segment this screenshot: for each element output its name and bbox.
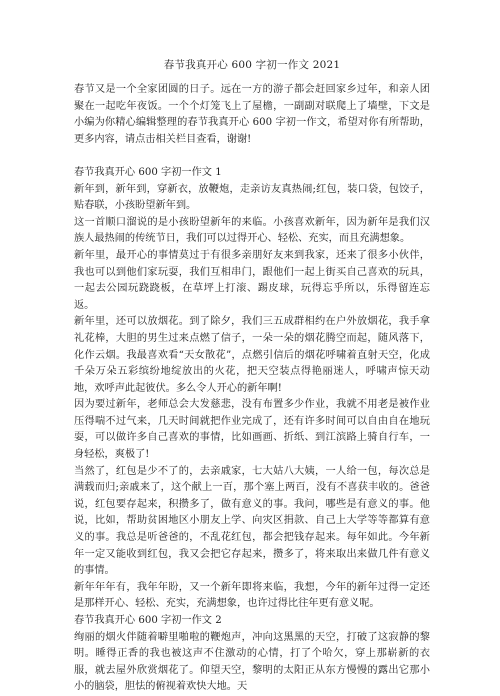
section-1-paragraph: 新年里，还可以放烟花。到了除夕，我们三五成群相约在户外放烟花，我手拿礼花棒，大胆的男生过来点燃了信子，一朵一朵的烟花腾空而起，随风落下，化作云烟。我最喜欢看“天女散花”，点燃引信后的烟花呼啸着直射天空，化成千朵万朵五彩缤纷地绽放出的火花，把天空装点得艳丽迷人，呼啸声惊天动地，欢呼声此起彼伏。多么令人开心的新年啊! — [74, 316, 430, 394]
section-1-paragraph: 新年到，新年到，穿新衣，放鞭炮，走亲访友真热闹;红包，装口袋，包饺子，贴春联，小孩盼望新年到。 — [74, 183, 430, 212]
section-1-paragraph: 这一首顺口溜说的是小孩盼望新年的来临。小孩喜欢新年，因为新年是我们汉族人最热闹的传统节日，我们可以过得开心、轻松、充实，而且充满想象。 — [74, 216, 430, 245]
section-1-paragraph: 新年年年有，我年年盼，又一个新年即将来临，我想，今年的新年过得一定还是那样开心、轻松、充实，充满想象，也许过得比往年更有意义呢。 — [74, 581, 430, 610]
intro-paragraph: 春节又是一个全家团圆的日子。远在一方的游子都会赶回家乡过年，和亲人团聚在一起吃年夜饭。一个个灯笼飞上了屋檐，一副副对联爬上了墙壁，下文是小编为你精心编辑整理的春节我真开心 600 字初一作文，希望对你有所帮助，更多内容，请点击相关栏目查看，谢谢! — [74, 84, 430, 145]
section-1-paragraph: 当然了，红包是少不了的，去亲戚家，七大姑八大姨，一人给一包，每次总是满载而归;亲戚来了，这个献上一百，那个塞上两百，没有不喜获丰收的。爸爸说，红包要存起来，积攒多了，做有意义的事。我问，哪些是有意义的事。他说，比如，帮助贫困地区小朋友上学、向灾区捐款、自己上大学等等都算有意义的事。我总是听爸爸的，不乱花红包，都会把钱存起来。每年如此。今年新年一定又能收到红包，我又会把它存起来，攒多了，将来取出来做几件有意义的事情。 — [74, 465, 430, 577]
section-2-paragraph: 绚丽的烟火伴随着噼里啪啦的鞭炮声，冲向这黑黑的天空，打破了这寂静的黎明。睡得正香的我也被这声不住激动的心情，打了个哈欠，穿上那崭新的衣服，就去屋外欣赏烟花了。仰望天空，黎明的太阳正从东方慢慢的露出它那小小的脑袋，胆怯的俯视着欢快大地。天 — [74, 631, 430, 693]
section-gap — [74, 148, 430, 165]
section-1-paragraph: 因为要过新年，老师总会大发慈悲，没有布置多少作业，我就不用老是被作业压得喘不过气来，几天时间就把作业完成了，还有许多时间可以自由自在地玩耍，可以做许多自己喜欢的事情，比如画画、折纸、到江滨路上骑自行车，一身轻松，爽极了! — [74, 399, 430, 461]
section-1-paragraph: 新年里，最开心的事情莫过于有很多亲朋好友来到我家，还来了很多小伙伴，我也可以到他们家玩耍，我们互相串门，跟他们一起上街买自己喜欢的玩具，一起去公园玩跷跷板，在草坪上打滚、踢皮球，玩得忘乎所以，乐得留连忘返。 — [74, 249, 430, 311]
section-2-heading: 春节我真开心 600 字初一作文 2 — [74, 615, 222, 626]
section-1-heading: 春节我真开心 600 字初一作文 1 — [74, 166, 222, 178]
document-title: 春节我真开心 600 字初一作文 2021 — [163, 59, 341, 71]
